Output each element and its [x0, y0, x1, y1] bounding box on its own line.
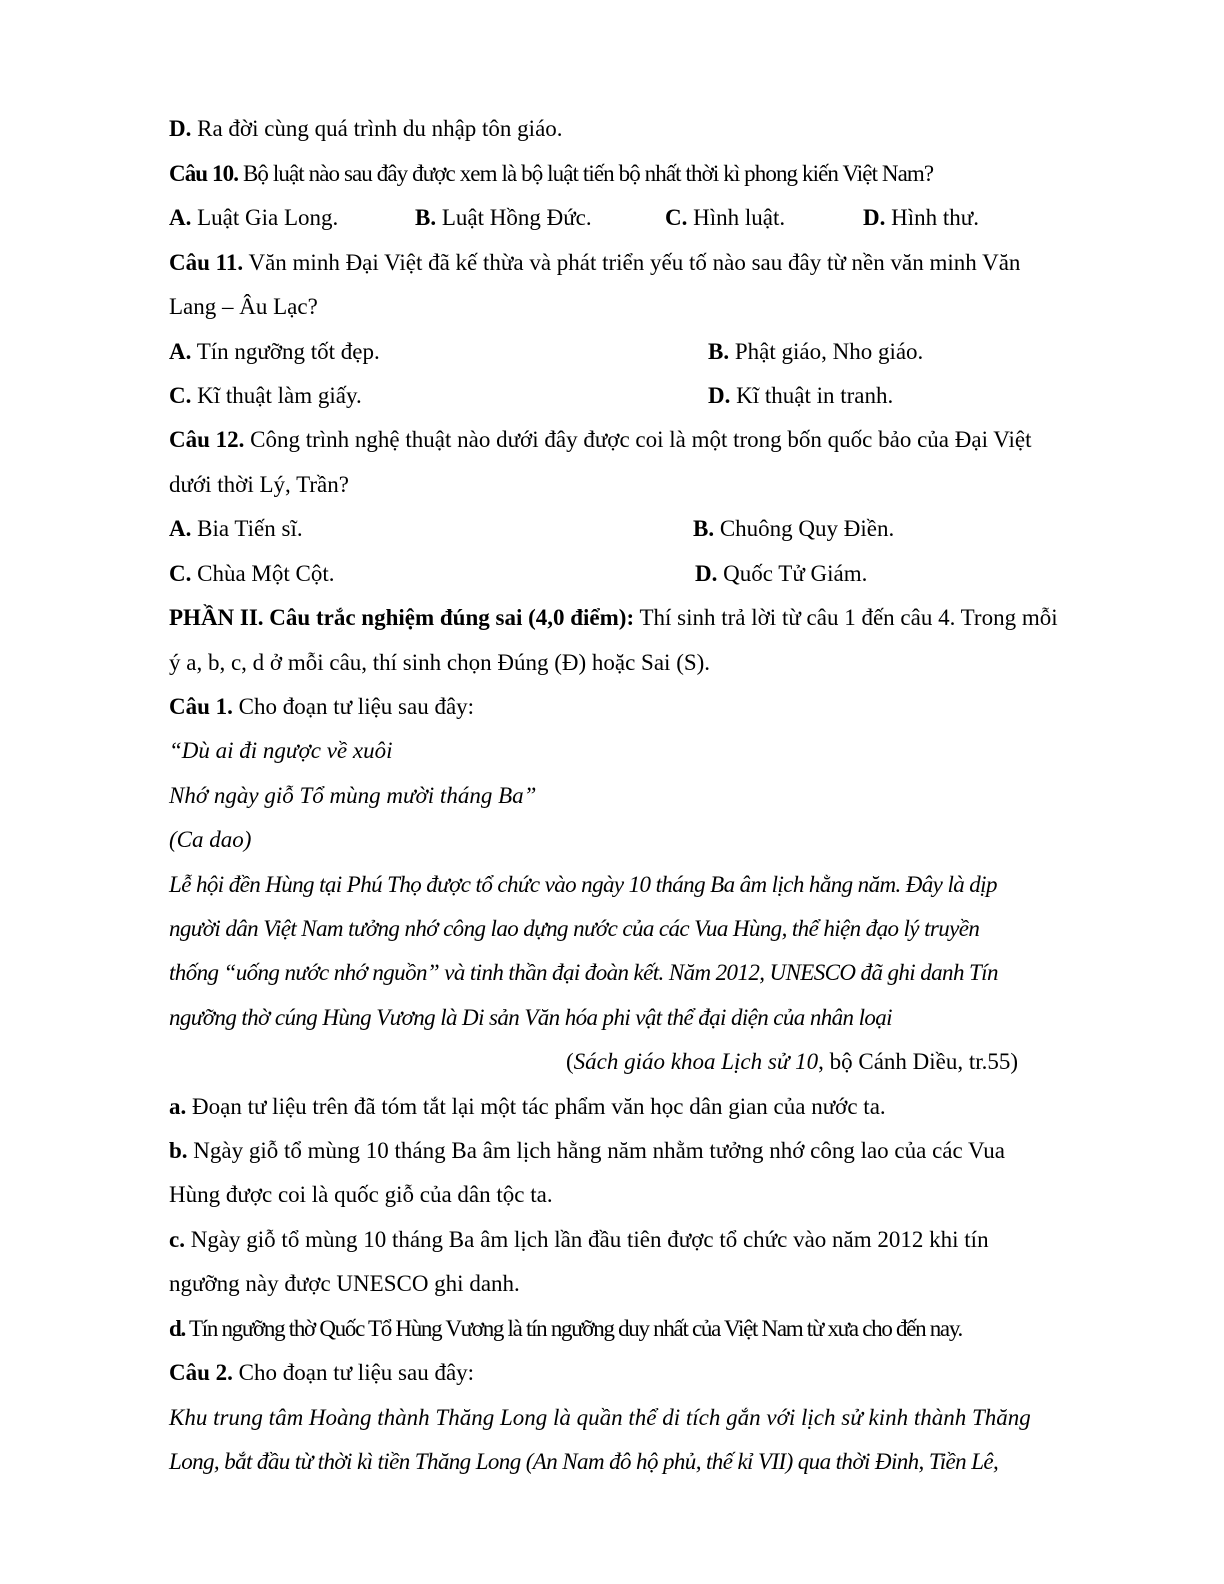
question-text: Bộ luật nào sau đây được xem là bộ luật tiến bộ nhất thời kì phong kiến Việt Nam? [238, 161, 934, 186]
q10-option-a [169, 203, 338, 233]
citation [566, 1047, 1018, 1077]
statement-text: Tín ngưỡng thờ Quốc Tổ Hùng Vương là tín ngưỡng duy nhất của Việt Nam từ xưa cho đến nay. [184, 1316, 962, 1341]
part2-heading-line1 [169, 603, 1058, 633]
part2-heading-line2: ý a, b, c, d ở mỗi câu, thí sinh chọn Đúng (Đ) hoặc Sai (S). [169, 650, 711, 675]
passage-line: thống “uống nước nhớ nguồn” và tinh thần đại đoàn kết. Năm 2012, UNESCO đã ghi danh Tín [169, 960, 998, 985]
statement-c-line2: ngưỡng này được UNESCO ghi danh. [169, 1271, 520, 1296]
option-label: C. [665, 205, 688, 230]
statement-text: Đoạn tư liệu trên đã tóm tắt lại một tác phẩm văn học dân gian của nước ta. [186, 1094, 886, 1119]
q11-option-b [708, 337, 923, 367]
p2q1-intro [169, 692, 474, 722]
option-label: D. [863, 205, 886, 230]
option-label: C. [169, 383, 192, 408]
option-label: D. [708, 383, 731, 408]
option-label: A. [169, 516, 192, 541]
option-label: A. [169, 205, 192, 230]
q10-option-b [415, 203, 592, 233]
option-text: Chuông Quy Điền. [714, 516, 895, 541]
passage-line: ngưỡng thờ cúng Hùng Vương là Di sản Văn hóa phi vật thể đại diện của nhân loại [169, 1005, 892, 1030]
citation-book: Sách giáo khoa Lịch sử 10 [573, 1049, 819, 1074]
option-label: B. [693, 516, 715, 541]
option-text: Hình thư. [885, 205, 979, 230]
q11-option-c [169, 381, 362, 411]
question-text: Công trình nghệ thuật nào dưới đây được coi là một trong bốn quốc bảo của Đại Việt [244, 427, 1032, 452]
option-text: Ra đời cùng quá trình du nhập tôn giáo. [191, 116, 563, 141]
option-label: A. [169, 339, 192, 364]
q10-option-d [863, 203, 979, 233]
option-text: Kĩ thuật làm giấy. [191, 383, 362, 408]
q11-option-d [708, 381, 893, 411]
statement-label: b. [169, 1138, 188, 1163]
q12-option-b [693, 514, 894, 544]
option-text: Hình luật. [687, 205, 786, 230]
option-text: Quốc Tử Giám. [717, 561, 868, 586]
section-instruction: Thí sinh trả lời từ câu 1 đến câu 4. Trong mỗi [634, 605, 1058, 630]
question-label: Câu 12. [169, 427, 245, 452]
q12-option-d [695, 559, 867, 589]
passage-line: Khu trung tâm Hoàng thành Thăng Long là quần thể di tích gắn với lịch sử kinh thành Thăng [169, 1405, 1031, 1430]
passage-line: người dân Việt Nam tưởng nhớ công lao dựng nước của các Vua Hùng, thể hiện đạo lý truyền [169, 916, 980, 941]
statement-c-line1 [169, 1225, 989, 1255]
q10-option-c [665, 203, 785, 233]
option-text: Chùa Một Cột. [191, 561, 335, 586]
citation-open: ( [566, 1049, 574, 1074]
option-text: Tín ngưỡng tốt đẹp. [191, 339, 380, 364]
q11-stem-line2: Lang – Âu Lạc? [169, 294, 318, 319]
question-label: Câu 1. [169, 694, 233, 719]
passage-line: Lễ hội đền Hùng tại Phú Thọ được tổ chức vào ngày 10 tháng Ba âm lịch hằng năm. Đây là dịp [169, 872, 997, 897]
question-label: Câu 11. [169, 250, 244, 275]
q11-stem-line1 [169, 248, 1020, 278]
q10-stem [169, 159, 933, 189]
q9-option-d [169, 114, 563, 144]
q11-option-a [169, 337, 380, 367]
question-text: Văn minh Đại Việt đã kế thừa và phát triển yếu tố nào sau đây từ nền văn minh Văn [243, 250, 1021, 275]
statement-b-line2: Hùng được coi là quốc giỗ của dân tộc ta. [169, 1182, 553, 1207]
section-heading: PHẦN II. Câu trắc nghiệm đúng sai (4,0 điểm): [169, 605, 635, 630]
statement-b-line1 [169, 1136, 1005, 1166]
quote-line-2: Nhớ ngày giỗ Tổ mùng mười tháng Ba” [169, 783, 537, 808]
statement-label: c. [169, 1227, 185, 1252]
option-label: B. [708, 339, 730, 364]
p2q2-intro [169, 1358, 474, 1388]
option-label: D. [169, 116, 192, 141]
option-label: D. [695, 561, 718, 586]
statement-text: Ngày giỗ tổ mùng 10 tháng Ba âm lịch lần đầu tiên được tổ chức vào năm 2012 khi tín [184, 1227, 989, 1252]
statement-a [169, 1092, 886, 1122]
question-label: Câu 10. [169, 161, 239, 186]
quote-line-1: “Dù ai đi ngược về xuôi [169, 738, 393, 763]
statement-text: Ngày giỗ tổ mùng 10 tháng Ba âm lịch hằng năm nhằm tưởng nhớ công lao của các Vua [187, 1138, 1005, 1163]
question-text: Cho đoạn tư liệu sau đây: [232, 694, 475, 719]
q12-option-c [169, 559, 335, 589]
statement-d [169, 1314, 962, 1344]
q12-option-a [169, 514, 303, 544]
option-text: Bia Tiến sĩ. [191, 516, 303, 541]
option-label: C. [169, 561, 192, 586]
question-text: Cho đoạn tư liệu sau đây: [232, 1360, 475, 1385]
statement-label: d. [169, 1316, 185, 1341]
statement-label: a. [169, 1094, 187, 1119]
question-label: Câu 2. [169, 1360, 233, 1385]
q12-stem-line1 [169, 425, 1032, 455]
quote-source: (Ca dao) [169, 827, 252, 852]
option-text: Luật Hồng Đức. [436, 205, 592, 230]
option-label: B. [415, 205, 437, 230]
option-text: Phật giáo, Nho giáo. [729, 339, 924, 364]
passage-line: Long, bắt đầu từ thời kì tiền Thăng Long (An Nam đô hộ phủ, thế kỉ VII) qua thời Đinh, Tiền Lê, [169, 1449, 999, 1474]
option-text: Luật Gia Long. [191, 205, 339, 230]
option-text: Kĩ thuật in tranh. [730, 383, 894, 408]
citation-rest: , bộ Cánh Diều, tr.55) [818, 1049, 1019, 1074]
q12-stem-line2: dưới thời Lý, Trần? [169, 472, 349, 497]
